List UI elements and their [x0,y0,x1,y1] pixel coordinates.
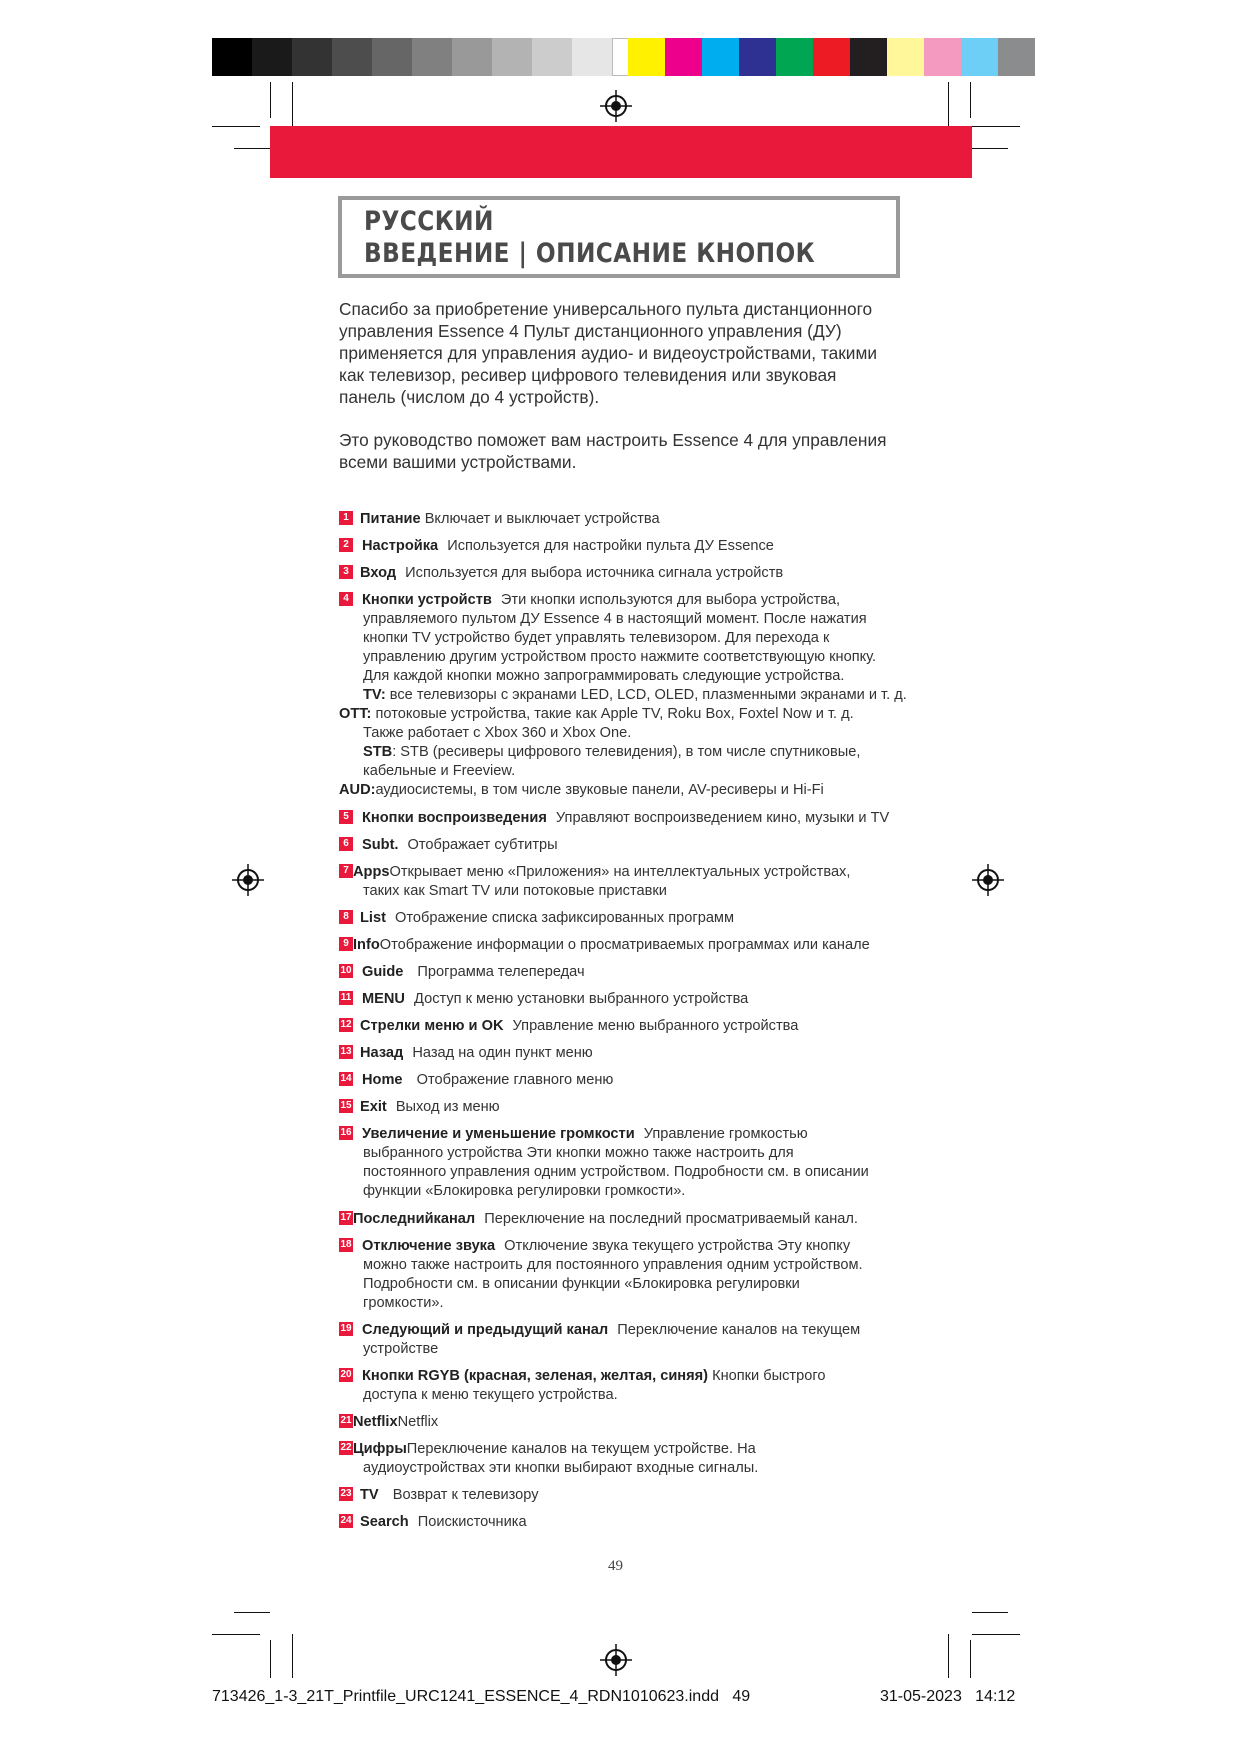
color-swatch [665,38,702,76]
crop-mark [972,1634,1020,1635]
crop-mark [972,1612,1008,1613]
intro-line: всеми вашими устройствами. [339,452,577,472]
item-label: List [360,910,386,926]
color-swatch [924,38,961,76]
item-number-badge: 13 [340,1046,352,1057]
list-item [339,564,919,583]
gray-swatch [292,38,332,76]
section-title-box [338,196,900,278]
item-number-badge: 14 [340,1073,352,1084]
item-label: Стрелки меню и OK [360,1018,504,1034]
item-description: Выход из меню [395,1099,500,1115]
item-label: Следующий и предыдущий канал [362,1322,609,1338]
intro-line: Это руководство поможет вам настроить Essence 4 для управления [339,430,887,450]
device-type-label: OTT: [339,706,372,722]
crop-mark [270,82,271,118]
header-accent-band [270,126,972,178]
registration-mark-icon [600,1644,632,1676]
list-item [339,863,919,901]
item-number-badge: 15 [340,1100,352,1111]
color-calibration-bar [628,38,1035,76]
item-number-badge: 20 [340,1369,352,1380]
registration-mark-icon [972,864,1004,896]
item-description: Управление громкостью [643,1126,808,1142]
grayscale-calibration-bar [212,38,652,76]
item-description: Поискисточника [417,1514,527,1530]
item-description: Отображает субтитры [407,837,558,853]
device-type-description: все телевизоры с экранами LED, LCD, OLED, плазменными экранами и т. д. [389,687,907,703]
crop-mark [972,148,1008,149]
item-description: Переключение каналов на текущем устройстве. На [406,1441,756,1457]
item-description: Эти кнопки используются для выбора устройства, [500,592,841,608]
intro-line: панель (числом до 4 устройств). [339,387,600,407]
list-item [339,809,919,828]
item-description: Netflix [397,1414,439,1430]
list-item [339,510,919,529]
gray-swatch [372,38,412,76]
crop-mark [234,1612,270,1613]
list-item [339,1321,919,1359]
list-item [339,591,919,800]
crop-mark [948,1634,949,1678]
gray-swatch [252,38,292,76]
gray-swatch [212,38,252,76]
crop-mark [948,82,949,126]
item-description-line: таких как Smart TV или потоковые приставки [363,883,667,899]
item-number-badge: 9 [339,937,353,951]
gray-swatch [572,38,612,76]
intro-line: управления Essence 4 Пульт дистанционного управления (ДУ) [339,321,842,341]
item-number-badge: 16 [340,1127,352,1138]
list-item [339,1044,919,1063]
item-label: Настройка [362,538,439,554]
list-item [339,936,919,955]
crop-mark [292,1634,293,1678]
crop-mark [292,82,293,126]
color-swatch [850,38,887,76]
item-description-line: управляемого пультом ДУ Essence 4 в настоящий момент. После нажатия [363,611,867,627]
item-number-badge: 3 [339,565,353,579]
item-number-badge: 6 [339,837,353,851]
list-item [339,1098,919,1117]
crop-mark [212,1634,260,1635]
crop-mark [234,148,270,149]
item-label: Search [360,1514,409,1530]
color-swatch [813,38,850,76]
item-description: Переключение каналов на текущем [617,1322,861,1338]
device-type-label: STB [363,744,393,760]
item-label: Home [362,1072,403,1088]
gray-swatch [452,38,492,76]
item-description: Используется для настройки пульта ДУ Essence [447,538,774,554]
list-item [339,1017,919,1036]
list-item [339,1513,919,1532]
item-description-line: кабельные и Freeview. [363,763,516,779]
device-type-description: аудиосистемы, в том числе звуковые панели, AV-ресиверы и Hi-Fi [375,782,824,798]
item-description-line: аудиоустройствах эти кнопки выбирают входные сигналы. [363,1460,759,1476]
item-label: Кнопки устройств [362,592,492,608]
intro-line: как телевизор, ресивер цифрового телевидения или звуковая [339,365,837,385]
item-number-badge: 4 [339,592,353,606]
color-swatch [702,38,739,76]
color-swatch [628,38,665,76]
item-number-badge: 8 [339,910,353,924]
device-type-description: потоковые устройства, такие как Apple TV, Roku Box, Foxtel Now и т. д. [375,706,854,722]
item-number-badge: 18 [340,1239,352,1250]
item-label: TV [360,1487,379,1503]
item-description-line: выбранного устройства Эти кнопки можно также настроить для [363,1145,794,1161]
footer-filename: 713426_1-3_21T_Printfile_URC1241_ESSENCE_4_RDN1010623.indd 49 [212,1688,751,1705]
item-label: Netflix [353,1414,398,1430]
item-label: Кнопки RGYB (красная, зеленая, желтая, синяя) [362,1368,709,1384]
item-label: Питание [360,511,421,527]
item-label: Exit [360,1099,387,1115]
item-label: Последнийканал [353,1211,476,1227]
list-item [339,963,919,982]
color-swatch [998,38,1035,76]
item-label: Отключение звука [362,1238,496,1254]
item-number-badge: 24 [340,1515,352,1526]
list-item [339,990,919,1009]
language-heading: РУССКИЙ [364,206,494,237]
device-type-label: AUD: [339,782,376,798]
item-number-badge: 19 [340,1323,352,1334]
item-number-badge: 17 [340,1212,352,1223]
list-item [339,1071,919,1090]
item-label: Кнопки воспроизведения [362,810,547,826]
list-item [339,836,919,855]
gray-swatch [412,38,452,76]
item-description: Возврат к телевизору [392,1487,539,1503]
item-label: Увеличение и уменьшение громкости [362,1126,635,1142]
list-item [339,1413,919,1432]
item-description-line: постоянного управления одним устройством. Подробности см. в описании [363,1164,869,1180]
item-description: Включает и выключает устройства [424,511,660,527]
item-label: Info [353,937,380,953]
item-label: MENU [362,991,405,1007]
item-description-line: устройстве [363,1341,439,1357]
color-swatch [739,38,776,76]
item-number-badge: 22 [340,1442,352,1453]
item-description: Управляют воспроизведением кино, музыки и TV [555,810,890,826]
item-number-badge: 10 [340,965,352,976]
item-description: Отображение главного меню [416,1072,614,1088]
list-item [339,537,919,556]
registration-mark-icon [232,864,264,896]
color-swatch [887,38,924,76]
item-description-line: управлению другим устройством просто нажмите соответствующую кнопку. [363,649,877,665]
list-item [339,1486,919,1505]
item-number-badge: 1 [339,511,353,525]
crop-mark [970,1640,971,1678]
item-description: Используется для выбора источника сигнала устройств [405,565,784,581]
item-description: Назад на один пункт меню [412,1045,593,1061]
item-description: Открывает меню «Приложения» на интеллектуальных устройствах, [389,864,851,880]
item-label: Цифры [353,1441,407,1457]
item-label: Назад [360,1045,404,1061]
item-description-line: Подробности см. в описании функции «Блокировка регулировки [363,1276,800,1292]
crop-mark [972,126,1020,127]
list-item [339,1125,919,1201]
item-description-line: можно также настроить для постоянного управления одним устройством. [363,1257,863,1273]
item-description-line: Для каждой кнопки можно запрограммировать следующие устройства. [363,668,845,684]
item-number-badge: 12 [340,1019,352,1030]
item-description-line: громкости». [363,1295,444,1311]
item-number-badge: 7 [339,864,353,878]
device-type-description: : STB (ресиверы цифрового телевидения), в том числе спутниковые, [392,744,861,760]
item-number-badge: 21 [340,1415,352,1426]
color-swatch [776,38,813,76]
list-item [339,1440,919,1478]
registration-mark-icon [600,90,632,122]
color-swatch [961,38,998,76]
list-item [339,1210,919,1229]
gray-swatch [532,38,572,76]
item-label: Subt. [362,837,399,853]
item-description-line: Также работает с Xbox 360 и Xbox One. [363,725,632,741]
device-type-label: TV: [363,687,386,703]
intro-line: Спасибо за приобретение универсального пульта дистанционного [339,299,873,319]
crop-mark [270,1640,271,1678]
item-number-badge: 11 [340,992,352,1003]
item-description: Кнопки быстрого [712,1368,826,1384]
crop-mark [970,82,971,118]
item-number-badge: 2 [339,538,353,552]
item-description: Отключение звука текущего устройства Эту кнопку [504,1238,851,1254]
item-number-badge: 23 [340,1488,352,1499]
intro-line: применяется для управления аудио- и видеоустройствами, такими [339,343,877,363]
intro-paragraph [339,429,909,473]
gray-swatch [332,38,372,76]
item-label: Вход [360,565,397,581]
item-description: Управление меню выбранного устройства [512,1018,799,1034]
item-description-line: функции «Блокировка регулировки громкости». [363,1183,686,1199]
item-label: Guide [362,964,404,980]
item-description: Переключение на последний просматриваемый канал. [484,1211,858,1227]
intro-paragraph [339,298,909,408]
item-description: Отображение информации о просматриваемых программах или канале [379,937,870,953]
list-item [339,1237,919,1313]
item-label: Apps [353,864,390,880]
item-description-line: доступа к меню текущего устройства. [363,1387,618,1403]
item-description: Доступ к меню установки выбранного устройства [414,991,749,1007]
item-description: Отображение списка зафиксированных программ [395,910,734,926]
crop-mark [212,126,260,127]
page-number: 49 [608,1558,623,1574]
footer-timestamp: 31-05-2023 14:12 [880,1688,1016,1705]
list-item [339,1367,919,1405]
item-number-badge: 5 [339,810,353,824]
section-heading: ВВЕДЕНИЕ | ОПИСАНИЕ КНОПОК [364,238,816,269]
item-description-line: кнопки TV устройство будет управлять телевизором. Для перехода к [363,630,830,646]
item-description: Программа телепередач [417,964,585,980]
gray-swatch [492,38,532,76]
list-item [339,909,919,928]
